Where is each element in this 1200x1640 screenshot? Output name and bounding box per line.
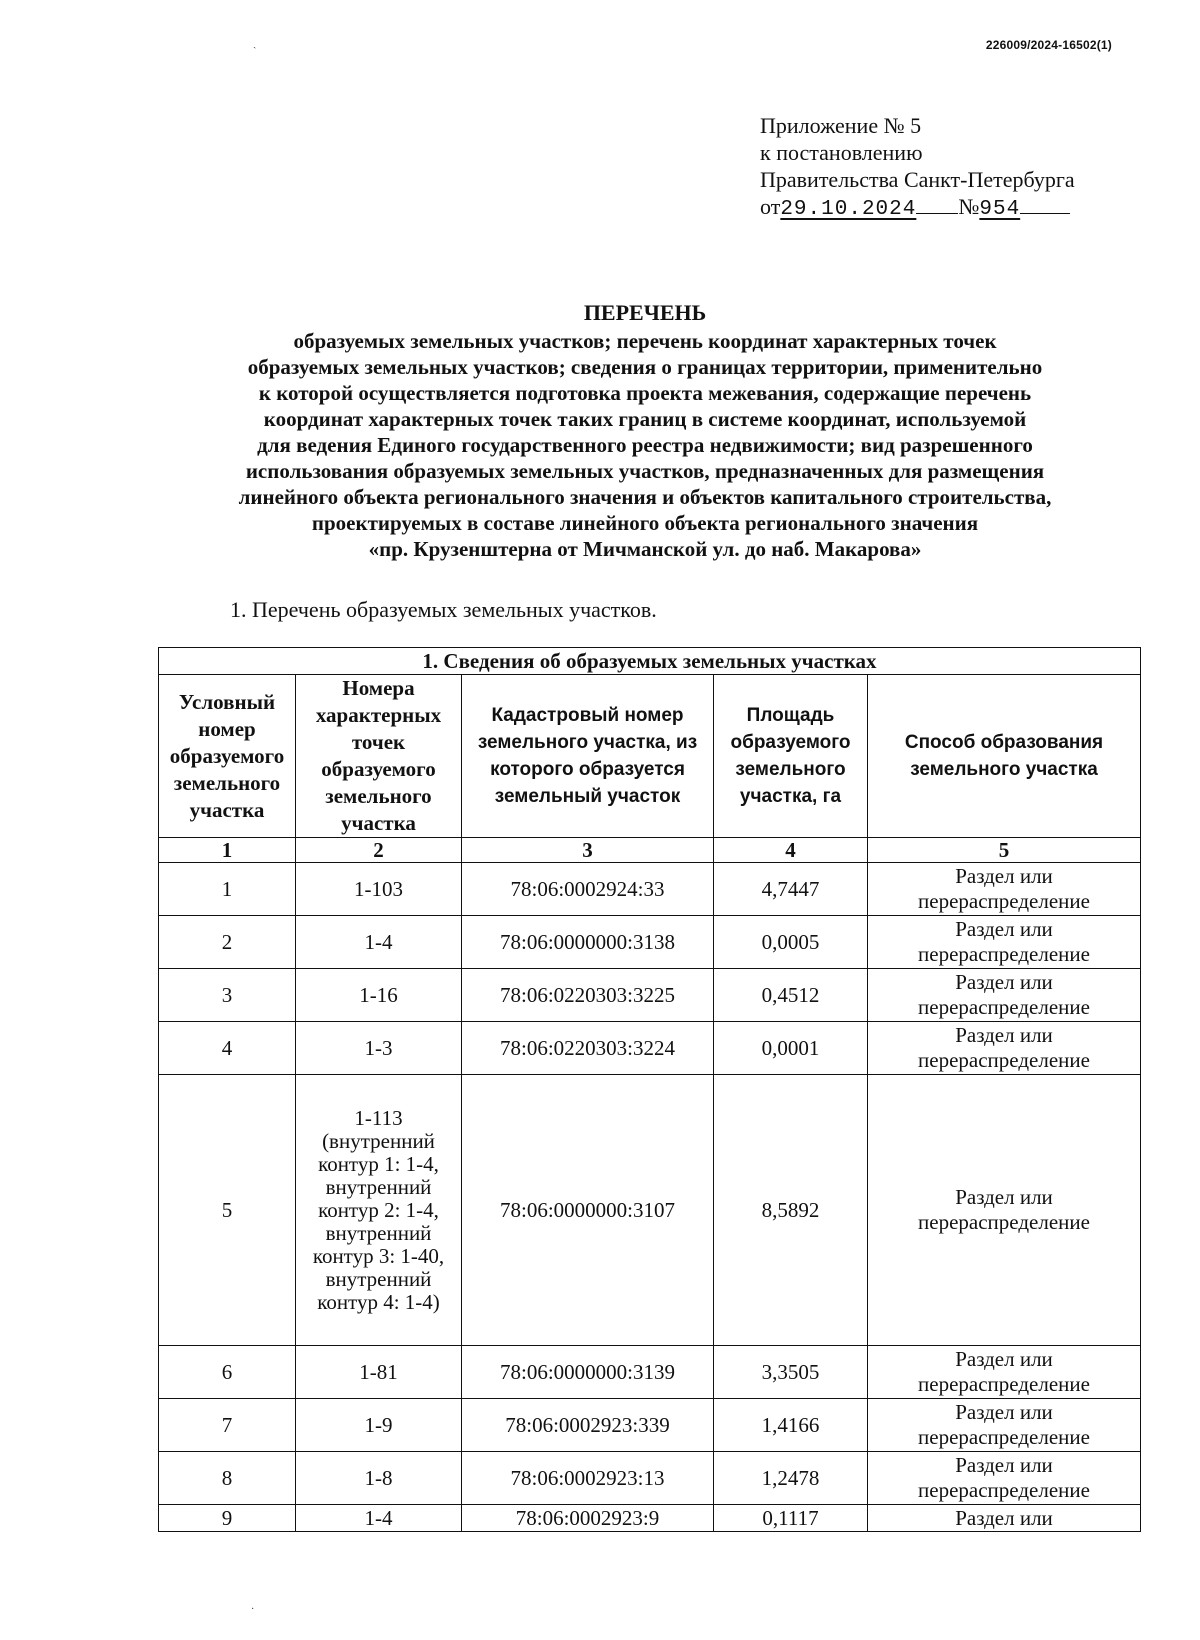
cadastral-number: 78:06:0002923:9 [462,1505,714,1532]
appendix-line-2: к постановлению [760,140,923,165]
plot-number: 1 [159,863,296,916]
heading-title: ПЕРЕЧЕНЬ [583,300,707,325]
formation-method: Раздел или перераспределение [868,1346,1141,1399]
scan-speck: ˎ [253,38,257,49]
column-number-row [159,838,1141,863]
appendix-line-1: Приложение № 5 [760,113,922,138]
plot-number: 4 [159,1022,296,1075]
column-number: 2 [296,838,462,863]
formation-method: Раздел или перераспределение [868,916,1141,969]
plot-area: 8,5892 [714,1075,868,1346]
formation-method: Раздел или перераспределение [868,969,1141,1022]
resolution-date: 29.10.2024 [780,198,917,221]
heading-line: образуемых земельных участков; сведения о границах территории, применительно [247,355,1043,379]
formation-method: Раздел или [868,1505,1141,1532]
date-underline [916,195,958,214]
document-number: 226009/2024-16502(1) [985,38,1112,52]
resolution-number: 954 [979,198,1021,221]
points-range: 1-4 [296,1505,462,1532]
formation-method: Раздел или перераспределение [868,1022,1141,1075]
cadastral-number: 78:06:0000000:3139 [462,1346,714,1399]
points-range: 1-8 [296,1452,462,1505]
plot-area: 4,7447 [714,863,868,916]
appendix-date-line [760,193,1075,223]
column-header: Площадь образуемого земельного участка, га [714,675,868,838]
plot-area: 1,2478 [714,1452,868,1505]
plot-number: 7 [159,1399,296,1452]
plot-area: 3,3505 [714,1346,868,1399]
column-number: 1 [159,838,296,863]
column-number: 5 [868,838,1141,863]
table-row [159,1399,1141,1452]
table-row [159,1346,1141,1399]
cadastral-number: 78:06:0000000:3138 [462,916,714,969]
section-title: 1. Перечень образуемых земельных участков. [230,597,657,622]
formation-method: Раздел или перераспределение [868,1399,1141,1452]
plot-number: 2 [159,916,296,969]
points-range: 1-9 [296,1399,462,1452]
cadastral-number: 78:06:0000000:3107 [462,1075,714,1346]
table-row [159,863,1141,916]
points-range: 1-16 [296,969,462,1022]
appendix-line-3: Правительства Санкт-Петербурга [760,167,1075,192]
plot-number: 3 [159,969,296,1022]
plot-area: 1,4166 [714,1399,868,1452]
table-row [159,1452,1141,1505]
points-range: 1-3 [296,1022,462,1075]
column-number: 4 [714,838,868,863]
plot-number: 6 [159,1346,296,1399]
appendix-block [760,112,1075,223]
heading-line: к которой осуществляется подготовка проекта межевания, содержащие перечень [258,381,1032,405]
column-header: Кадастровый номер земельного участка, из которого образуется земельный участок [462,675,714,838]
table-caption-row [159,648,1141,675]
table-caption: 1. Сведения об образуемых земельных участках [159,648,1141,675]
column-header: Условный номер образуемого земельного участка [159,675,296,838]
heading-line: для ведения Единого государственного реестра недвижимости; вид разрешенного [257,433,1033,457]
cadastral-number: 78:06:0002923:339 [462,1399,714,1452]
heading-line: «пр. Крузенштерна от Мичманской ул. до наб. Макарова» [368,537,922,561]
heading-line: использования образуемых земельных участков, предназначенных для размещения [245,459,1045,483]
heading-line: координат характерных точек таких границ в системе координат, используемой [263,407,1027,431]
table-row [159,969,1141,1022]
date-prefix: от [760,194,781,219]
points-range: 1-103 [296,863,462,916]
column-number: 3 [462,838,714,863]
table-row [159,916,1141,969]
points-range: 1-113 (внутренний контур 1: 1-4, внутренний контур 2: 1-4, внутренний контур 3: 1-40, внутренний контур 4: 1-4) [296,1075,462,1346]
land-plots-table [158,647,1141,1532]
plot-area: 0,0001 [714,1022,868,1075]
cadastral-number: 78:06:0220303:3224 [462,1022,714,1075]
number-underline [1020,195,1070,214]
table-header-row [159,675,1141,838]
formation-method: Раздел или перераспределение [868,1075,1141,1346]
plot-area: 0,1117 [714,1505,868,1532]
column-header: Способ образования земельного участка [868,675,1141,838]
plot-number: 9 [159,1505,296,1532]
points-range: 1-81 [296,1346,462,1399]
number-prefix: № [958,194,980,219]
plot-number: 8 [159,1452,296,1505]
plot-area: 0,0005 [714,916,868,969]
plot-area: 0,4512 [714,969,868,1022]
heading-line: образуемых земельных участков; перечень координат характерных точек [293,329,997,353]
formation-method: Раздел или перераспределение [868,863,1141,916]
scan-speck: · [251,1604,255,1615]
table-row [159,1505,1141,1532]
cadastral-number: 78:06:0002923:13 [462,1452,714,1505]
heading-line: линейного объекта регионального значения и объектов капитального строительства, [238,485,1052,509]
heading-line: проектируемых в составе линейного объекта регионального значения [311,511,979,535]
cadastral-number: 78:06:0002924:33 [462,863,714,916]
table-row [159,1075,1141,1346]
formation-method: Раздел или перераспределение [868,1452,1141,1505]
document-heading [160,300,1130,562]
column-header: Номера характерных точек образуемого земельного участка [296,675,462,838]
table-row [159,1022,1141,1075]
plot-number: 5 [159,1075,296,1346]
cadastral-number: 78:06:0220303:3225 [462,969,714,1022]
points-range: 1-4 [296,916,462,969]
